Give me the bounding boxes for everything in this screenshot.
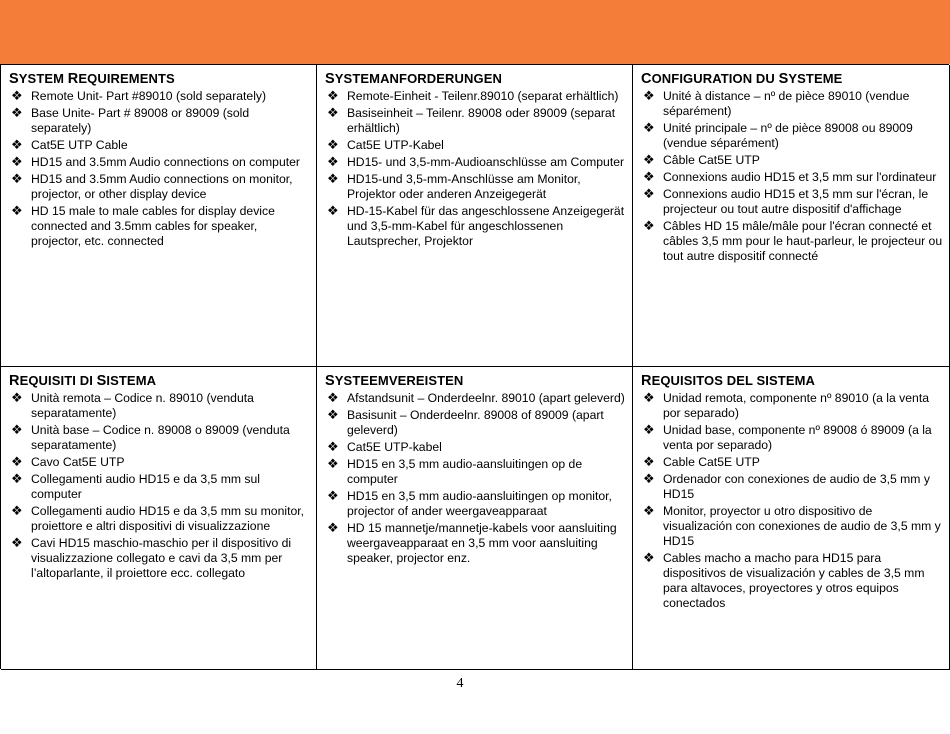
diamond-bullet-icon: ❖ (11, 455, 23, 470)
diamond-bullet-icon: ❖ (11, 89, 23, 104)
diamond-bullet-icon: ❖ (327, 457, 339, 472)
list-item (9, 89, 310, 104)
section-title (641, 71, 943, 87)
list-item-text: HD15 en 3,5 mm audio-aansluitingen op monitor, projector of ander weergaveapparaat (347, 489, 612, 518)
list-item-text: Connexions audio HD15 et 3,5 mm sur l'écran, le projecteur ou tout autre dispositif d'affichage (663, 187, 929, 216)
section-title-part: S (325, 71, 335, 87)
list-item-text: Base Unite- Part # 89008 or 89009 (sold separately) (31, 106, 250, 135)
section-title-part: ONFIGURATION DU (651, 71, 779, 86)
list-item-text: HD15 and 3.5mm Audio connections on computer (31, 155, 300, 169)
diamond-bullet-icon: ❖ (327, 155, 339, 170)
diamond-bullet-icon: ❖ (11, 391, 23, 406)
list-item (9, 172, 310, 202)
list-item (325, 138, 626, 153)
diamond-bullet-icon: ❖ (327, 204, 339, 219)
diamond-bullet-icon: ❖ (643, 187, 655, 202)
section-title-part: S (9, 71, 19, 87)
diamond-bullet-icon: ❖ (643, 504, 655, 519)
requirements-list (641, 391, 943, 611)
section-title (9, 71, 310, 87)
list-item (9, 106, 310, 136)
list-item-text: Cat5E UTP-Kabel (347, 138, 444, 152)
diamond-bullet-icon: ❖ (11, 138, 23, 153)
section-title-part: R (9, 373, 20, 389)
list-item (641, 170, 943, 185)
section-title-part: YSTEME (788, 71, 843, 86)
list-item (325, 521, 626, 566)
diamond-bullet-icon: ❖ (327, 172, 339, 187)
list-item-text: Cat5E UTP-kabel (347, 440, 442, 454)
list-item-text: HD15 en 3,5 mm audio-aansluitingen op de computer (347, 457, 583, 486)
list-item (9, 155, 310, 170)
diamond-bullet-icon: ❖ (327, 408, 339, 423)
page-number: 4 (456, 676, 464, 691)
list-item-text: Câble Cat5E UTP (663, 153, 760, 167)
requirements-list (325, 89, 626, 249)
list-item (9, 138, 310, 153)
section-spanish (633, 367, 950, 670)
list-item (325, 204, 626, 249)
list-item-text: Remote-Einheit - Teilenr.89010 (separat erhältlich) (347, 89, 619, 103)
list-item (325, 440, 626, 455)
diamond-bullet-icon: ❖ (11, 536, 23, 551)
list-item-text: Remote Unit- Part #89010 (sold separately) (31, 89, 267, 103)
diamond-bullet-icon: ❖ (11, 106, 23, 121)
list-item (641, 153, 943, 168)
requirements-list (641, 89, 943, 264)
list-item-text: HD 15 male to male cables for display device connected and 3.5mm cables for speaker, projector, etc. connected (31, 204, 275, 248)
diamond-bullet-icon: ❖ (327, 440, 339, 455)
list-item-text: Basiseinheit – Teilenr. 89008 oder 89009 (separat erhältlich) (347, 106, 616, 135)
diamond-bullet-icon: ❖ (327, 106, 339, 121)
list-item-text: Cavo Cat5E UTP (31, 455, 125, 469)
list-item (641, 219, 943, 264)
section-title-part: ISTEMA (106, 373, 157, 388)
section-title-part: YSTEEMVEREISTEN (334, 373, 464, 388)
section-title-part: S (96, 373, 107, 389)
list-item (325, 172, 626, 202)
list-item-text: Connexions audio HD15 et 3,5 mm sur l'ordinateur (663, 170, 937, 184)
list-item-text: Monitor, proyector u otro dispositivo de visualización con conexiones de audio de 3,5 mm y HD15 (663, 504, 941, 548)
list-item-text: HD15- und 3,5-mm-Audioanschlüsse am Computer (347, 155, 625, 169)
diamond-bullet-icon: ❖ (327, 138, 339, 153)
list-item (325, 408, 626, 438)
list-item (9, 472, 310, 502)
list-item (9, 455, 310, 470)
list-item (641, 423, 943, 453)
list-item-text: Cable Cat5E UTP (663, 455, 760, 469)
list-item-text: Unidad remota, componente nº 89010 (a la venta por separado) (663, 391, 929, 420)
section-english (1, 65, 317, 367)
list-item (325, 489, 626, 519)
diamond-bullet-icon: ❖ (643, 391, 655, 406)
list-item (641, 187, 943, 217)
list-item-text: Collegamenti audio HD15 e da 3,5 mm su monitor, proiettore e altri dispositivi di visualizzazione (31, 504, 305, 533)
section-title-part: S (778, 71, 789, 87)
list-item (9, 204, 310, 249)
section-french (633, 65, 950, 367)
diamond-bullet-icon: ❖ (327, 391, 339, 406)
list-item (641, 121, 943, 151)
diamond-bullet-icon: ❖ (643, 551, 655, 566)
diamond-bullet-icon: ❖ (643, 472, 655, 487)
diamond-bullet-icon: ❖ (11, 172, 23, 187)
diamond-bullet-icon: ❖ (11, 155, 23, 170)
diamond-bullet-icon: ❖ (643, 121, 655, 136)
list-item (9, 504, 310, 534)
requirements-list (325, 391, 626, 566)
section-title (641, 373, 943, 389)
list-item-text: Unité à distance – nº de pièce 89010 (vendue séparément) (663, 89, 910, 118)
section-dutch (317, 367, 633, 670)
diamond-bullet-icon: ❖ (643, 153, 655, 168)
list-item (9, 391, 310, 421)
diamond-bullet-icon: ❖ (643, 423, 655, 438)
requirements-list (9, 89, 310, 249)
list-item-text: Afstandsunit – Onderdeelnr. 89010 (apart geleverd) (347, 391, 625, 405)
list-item (641, 391, 943, 421)
section-title-part: YSTEM (18, 71, 68, 86)
section-title-part: YSTEMANFORDERUNGEN (334, 71, 502, 86)
section-title-part: C (641, 71, 652, 87)
list-item (641, 89, 943, 119)
list-item-text: Câbles HD 15 mâle/mâle pour l'écran connecté et câbles 3,5 mm pour le haut-parleur, le projecteur ou tout autre dispositif connecté (663, 219, 943, 263)
list-item (325, 106, 626, 136)
section-title-part: R (67, 71, 79, 87)
diamond-bullet-icon: ❖ (327, 489, 339, 504)
section-title (9, 373, 310, 389)
diamond-bullet-icon: ❖ (11, 423, 23, 438)
diamond-bullet-icon: ❖ (11, 204, 23, 219)
section-title (325, 373, 626, 389)
diamond-bullet-icon: ❖ (11, 472, 23, 487)
list-item-text: Unité principale – nº de pièce 89008 ou 89009 (vendue séparément) (663, 121, 913, 150)
list-item-text: Unità base – Codice n. 89008 o 89009 (venduta separatamente) (31, 423, 290, 452)
diamond-bullet-icon: ❖ (327, 521, 339, 536)
diamond-bullet-icon: ❖ (643, 219, 655, 234)
requirements-list (9, 391, 310, 581)
list-item (641, 551, 943, 611)
list-item (325, 391, 626, 406)
section-title-part: EQUISITI DI (19, 373, 97, 388)
diamond-bullet-icon: ❖ (643, 170, 655, 185)
top-banner (0, 0, 950, 64)
diamond-bullet-icon: ❖ (643, 89, 655, 104)
list-item-text: Collegamenti audio HD15 e da 3,5 mm sul computer (31, 472, 260, 501)
section-title-part: EQUIREMENTS (78, 71, 175, 86)
list-item (641, 472, 943, 502)
section-german (317, 65, 633, 367)
section-italian (1, 367, 317, 670)
list-item-text: Cavi HD15 maschio-maschio per il dispositivo di visualizzazione collegato e cavi da 3,5 mm per l’altoparlante, il proiettore ecc. collegato (31, 536, 292, 580)
section-title-part: R (641, 373, 652, 389)
list-item (641, 504, 943, 549)
list-item-text: HD15-und 3,5-mm-Anschlüsse am Monitor, Projektor oder anderen Anzeigegerät (347, 172, 581, 201)
list-item (325, 89, 626, 104)
diamond-bullet-icon: ❖ (327, 89, 339, 104)
diamond-bullet-icon: ❖ (11, 504, 23, 519)
list-item-text: Unidad base, componente nº 89008 ó 89009 (a la venta por separado) (663, 423, 932, 452)
list-item-text: HD15 and 3.5mm Audio connections on monitor, projector, or other display device (31, 172, 293, 201)
list-item-text: Unità remota – Codice n. 89010 (venduta separatamente) (31, 391, 254, 420)
requirements-table (0, 64, 949, 669)
section-title-part: S (325, 373, 335, 389)
list-item-text: HD-15-Kabel für das angeschlossene Anzeigegerät und 3,5-mm-Kabel für angeschlossenen Lautsprecher, Projektor (347, 204, 625, 248)
list-item (9, 536, 310, 581)
list-item (641, 455, 943, 470)
list-item-text: Basisunit – Onderdeelnr. 89008 of 89009 (apart geleverd) (347, 408, 604, 437)
list-item (325, 457, 626, 487)
section-title (325, 71, 626, 87)
list-item-text: HD 15 mannetje/mannetje-kabels voor aansluiting weergaveapparaat en 3,5 mm voor aansluiting speaker, projector enz. (347, 521, 617, 565)
list-item (9, 423, 310, 453)
list-item-text: Ordenador con conexiones de audio de 3,5 mm y HD15 (663, 472, 930, 501)
list-item (325, 155, 626, 170)
diamond-bullet-icon: ❖ (643, 455, 655, 470)
list-item-text: Cat5E UTP Cable (31, 138, 128, 152)
section-title-part: EQUISITOS DEL SISTEMA (651, 373, 816, 388)
list-item-text: Cables macho a macho para HD15 para dispositivos de visualización y cables de 3,5 mm para altavoces, proyectores y otros equipos conectados (663, 551, 925, 610)
